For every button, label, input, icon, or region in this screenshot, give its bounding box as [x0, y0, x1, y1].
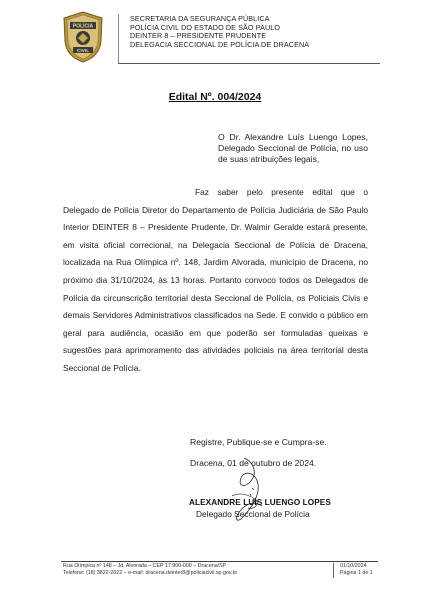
- body-paragraph: Faz saber pelo presente edital que o Delegado de Polícia Diretor do Departamento de Polícia Judiciária de São Paulo Interior DEINTER 8 – Presidente Prudente, Dr. Walmir Geralde estará presente, em visita oficial correcional, na Delegacia Seccional de Polícia de Dracena, localizada na Rua Olímpica nº. 148, Jardim Alvorada, município de Dracena, no próximo dia 31/10/2024, às 13 horas. Portanto convoco todos os Delegados de Polícia da circunscrição territorial desta Seccional de Polícia, os Policiais Civis e demais Servidores Administrativos classificados na Sede. E convido o público em geral para audiência, ocasião em que poderão ser formuladas queixas e sugestões para aprimoramento das atividades policiais na área territorial desta Seccional de Polícia.: [63, 187, 368, 373]
- signatory-name: ALEXANDRE LUÍS LUENGO LOPES: [189, 498, 331, 507]
- svg-text:POLÍCIA: POLÍCIA: [72, 23, 94, 30]
- closing-line: Registre, Publique-se e Cumpra-se.: [190, 437, 327, 447]
- letterhead-line: DELEGACIA SECCIONAL DE POLÍCIA DE DRACENA: [130, 39, 310, 49]
- header-divider-vertical: [118, 14, 119, 63]
- footer-page-number: Página 1 de 1: [340, 570, 373, 576]
- footer-divider-vertical: [333, 563, 334, 578]
- letterhead-line: POLÍCIA CIVIL DO ESTADO DE SÃO PAULO: [130, 22, 281, 32]
- footer-address: Rua Olímpica nº 148 – Jd. Alvorada – CEP 17.900-000 – Dracena/SP: [63, 563, 227, 569]
- footer-address-block: [63, 563, 237, 577]
- policia-civil-badge-icon: [62, 11, 104, 63]
- letterhead-line: DEINTER 8 – PRESIDENTE PRUDENTE: [130, 31, 267, 41]
- footer-contact: Telefone: (18) 3822-2022 – e-mail: dracena.deinter8@policiacivil.sp.gov.br: [63, 570, 238, 576]
- svg-text:CIVIL: CIVIL: [76, 48, 90, 54]
- footer-meta: [340, 563, 373, 577]
- footer-divider: [61, 561, 378, 562]
- document-title: Edital Nº. 004/2024: [168, 91, 262, 103]
- letterhead: [130, 15, 309, 49]
- footer-date: 01/10/2024: [340, 563, 367, 569]
- letterhead-line: SECRETARIA DA SEGURANÇA PÚBLICA: [130, 14, 270, 23]
- place-date: Dracena, 01 de outubro de 2024.: [190, 458, 317, 468]
- intro-paragraph: O Dr. Alexandre Luís Luengo Lopes, Delegado Seccional de Polícia, no uso de suas atribuições legais,: [218, 132, 368, 164]
- header-divider: [118, 63, 380, 64]
- signatory-role: Delegado Seccional de Polícia: [196, 509, 310, 519]
